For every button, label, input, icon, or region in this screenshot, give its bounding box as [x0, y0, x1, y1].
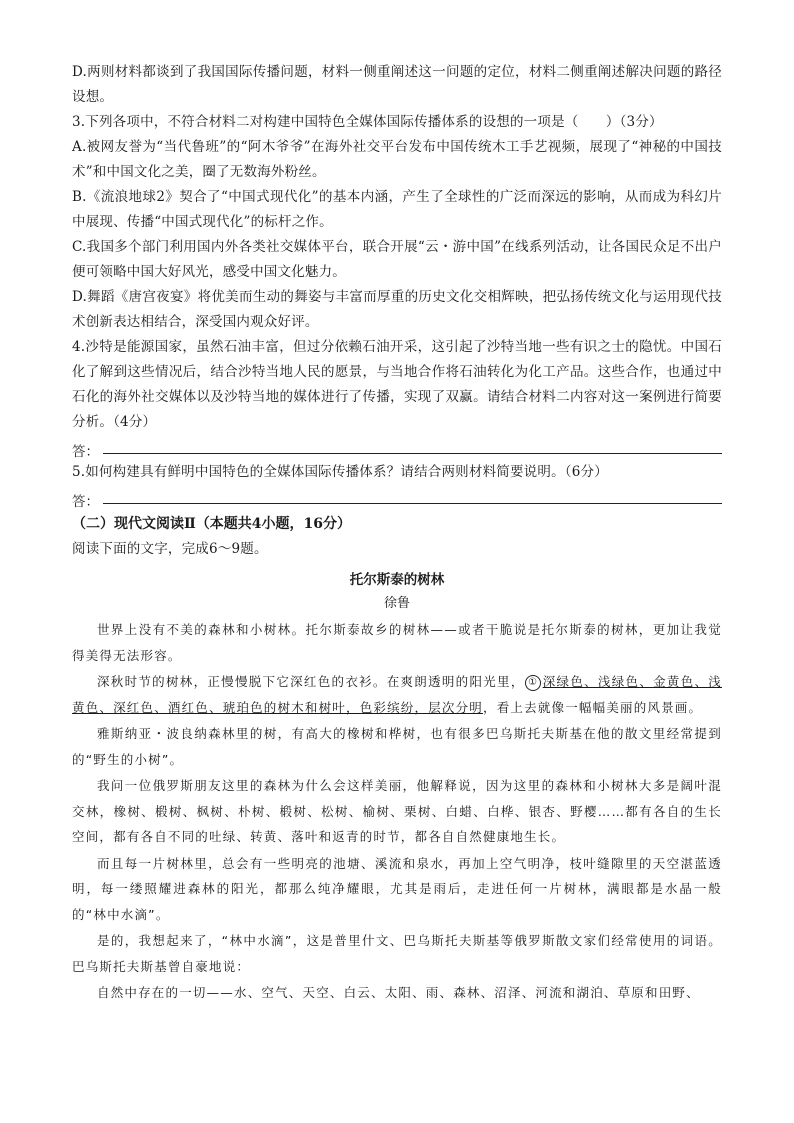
article-paragraph: 而且每一片树林里，总会有一些明亮的池塘、溪流和泉水，再加上空气明净，枝叶缝隙里的天空湛蓝透明，每一缕照耀进森林的阳光，都那么纯净耀眼，尤其是雨后，走进任何一片树林，满眼都是水晶一般的“林中水滴”。: [72, 855, 722, 922]
q4-stem: 4.沙特是能源国家，虽然石油丰富，但过分依赖石油开采，这引起了沙特当地一些有识之士的隐忧。中国石化了解到这些情况后，结合沙特当地人民的愿景，与当地合作将石油转化为化工产品。这些合作，也通过中石化的海外社交媒体以及沙特当地的媒体进行了传播，实现了双赢。请结合材料二内容对这一案例进行简要分析。（4分）: [72, 339, 722, 430]
article-paragraph: 世界上没有不美的森林和小树林。托尔斯泰故乡的树林——或者干脆说是托尔斯泰的树林，更加让我觉得美得无法形容。: [72, 622, 722, 663]
q2-option-d: D.两则材料都谈到了我国国际传播问题，材料一侧重阐述这一问题的定位，材料二侧重阐述解决问题的路径设想。: [72, 64, 722, 105]
sentence-marker-1: ①: [525, 675, 541, 691]
article-paragraph-2: [72, 669, 722, 720]
answer-underline: [103, 503, 722, 504]
q5-answer-label: 答：: [72, 494, 99, 510]
para2-underlined-text: 深绿色、浅绿色、金黄色、浅黄色、深红色、酒红色、琥珀色的树木和树叶，色彩缤纷，层次分明: [72, 674, 722, 715]
article-paragraph: 我问一位俄罗斯朋友这里的森林为什么会这样美丽，他解释说，因为这里的森林和小树林大多是阔叶混交林，橡树、椴树、枫树、朴树、椴树、松树、榆树、栗树、白蜡、白桦、银杏、野樱……都有各自的生长空间，都有各自不同的吐绿、转黄、落叶和返青的时节，都各自自然健康地生长。: [72, 778, 722, 844]
article-paragraph: 是的，我想起来了，“林中水滴”，这是普里什文、巴乌斯托夫斯基等俄罗斯散文家们经常使用的词语。巴乌斯托夫斯基曾自豪地说：: [72, 933, 722, 974]
para2-after: ，看上去就像一幅幅美丽的风景画。: [483, 699, 703, 715]
q3-option-d: D.舞蹈《唐宫夜宴》将优美而生动的舞姿与丰富而厚重的历史文化交相辉映，把弘扬传统文化与运用现代技术创新表达相结合，深受国内观众好评。: [72, 289, 722, 330]
answer-underline: [103, 453, 722, 454]
article-paragraph: 雅斯纳亚・波良纳森林里的树，有高大的橡树和桦树，也有很多巴乌斯托夫斯基在他的散文里经常提到的“野生的小树”。: [72, 726, 722, 767]
q4-answer-label: 答：: [72, 444, 99, 460]
article-paragraph: 自然中存在的一切——水、空气、天空、白云、太阳、雨、森林、沼泽、河流和湖泊、草原和田野、: [97, 985, 700, 1000]
q5-stem: 5.如何构建具有鲜明中国特色的全媒体国际传播体系？请结合两则材料简要说明。（6分）: [72, 464, 608, 480]
q4-answer-line: [72, 435, 722, 460]
q3-option-b: B.《流浪地球2》契合了“中国式现代化”的基本内涵，产生了全球性的广泛而深远的影响，从而成为科幻片中展现、传播“中国式现代化”的标杆之作。: [72, 189, 722, 230]
section-heading: （二）现代文阅读Ⅱ（本题共4小题，16分）: [72, 516, 352, 532]
article-title: 托尔斯泰的树林: [349, 572, 445, 588]
q3-option-c: C.我国多个部门利用国内外各类社交媒体平台，联合开展“云・游中国”在线系列活动，让各国民众足不出户便可领略中国大好风光，感受中国文化魅力。: [72, 239, 722, 280]
article-author: 徐鲁: [383, 596, 410, 611]
section-instruction: 阅读下面的文字，完成6～9题。: [72, 541, 268, 557]
para2-before: 深秋时节的树林，正慢慢脱下它深红色的衣衫。在爽朗透明的阳光里，: [97, 674, 525, 689]
q3-option-a: A.被网友誉为“当代鲁班”的“阿木爷爷”在海外社交平台发布中国传统木工手艺视频，展现了“神秘的中国技术”和中国文化之美，圈了无数海外粉丝。: [72, 139, 722, 180]
q5-answer-line: [72, 485, 722, 510]
q3-stem: 3.下列各项中，不符合材料二对构建中国特色全媒体国际传播体系的设想的一项是（ ）（3分）: [72, 114, 663, 130]
exam-page: [72, 60, 722, 1007]
